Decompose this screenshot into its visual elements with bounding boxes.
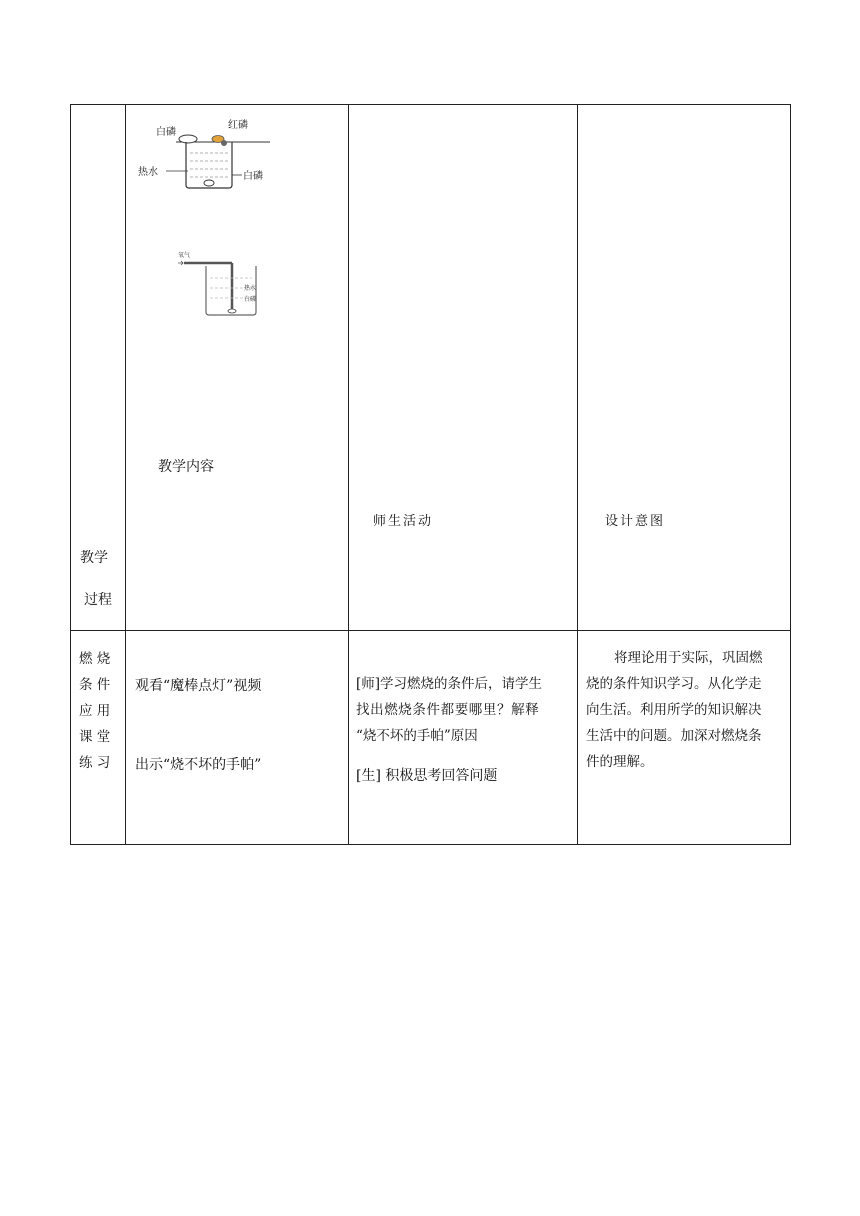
section-label-line: 课 堂	[79, 729, 111, 745]
intent-cell	[578, 631, 791, 845]
svg-text:白磷: 白磷	[243, 296, 256, 303]
section-label-line: 练 习	[79, 755, 111, 771]
activity-cell	[349, 631, 578, 845]
process-label-cell	[71, 105, 126, 631]
design-intent-line: 向生活。利用所学的知识解决	[586, 702, 762, 718]
content-header-cell	[126, 105, 349, 631]
teacher-activity-line: “烧不坏的手帕”原因	[356, 728, 478, 744]
content-cell	[126, 631, 349, 845]
content-item-video: 观看“魔棒点灯”视频	[135, 678, 262, 694]
student-activity: [生] 积极思考回答问题	[356, 768, 498, 784]
combustion-experiment-diagram	[136, 115, 286, 190]
activity-header-cell	[349, 105, 578, 631]
section-label	[79, 646, 119, 776]
design-intent	[586, 645, 788, 775]
section-label-line: 燃 烧	[79, 651, 111, 667]
intent-header-cell	[578, 105, 791, 631]
svg-text:热水: 热水	[243, 285, 256, 292]
design-intent-line: 件的理解。	[586, 754, 654, 770]
design-intent-line: 生活中的问题。加深对燃烧条	[586, 728, 762, 744]
section-label-line: 条 件	[79, 677, 111, 693]
teacher-activity	[356, 671, 576, 749]
teacher-activity-line: [师]学习燃烧的条件后，请学生	[356, 676, 543, 692]
section-label-cell	[71, 631, 126, 845]
svg-text:白磷: 白磷	[243, 171, 263, 182]
content-header: 教学内容	[158, 459, 214, 475]
white-phosphorus-top	[179, 135, 197, 143]
practice-row	[71, 631, 791, 845]
process-label-line1: 教学	[80, 550, 108, 566]
teacher-activity-line: 找出燃烧条件都要哪里？解释	[356, 702, 540, 718]
svg-text:白磷: 白磷	[156, 127, 176, 138]
section-label-line: 应 用	[79, 703, 111, 719]
svg-text:红磷: 红磷	[228, 120, 248, 131]
header-row	[71, 105, 791, 631]
lesson-plan-table	[70, 104, 791, 845]
content-item-handkerchief: 出示“烧不坏的手帕”	[135, 757, 262, 773]
intent-header: 设计意图	[605, 514, 666, 529]
process-label-line2: 过程	[84, 592, 112, 608]
design-intent-line: 烧的条件知识学习。从化学走	[586, 676, 762, 692]
design-intent-line: 将理论用于实际，巩固燃	[614, 650, 763, 666]
activity-header: 师生活动	[373, 514, 434, 529]
oxygen-experiment-diagram	[170, 248, 260, 318]
svg-text:氧气: 氧气	[178, 252, 191, 259]
svg-text:热水: 热水	[138, 167, 158, 178]
white-phosphorus-bottom	[204, 180, 214, 186]
